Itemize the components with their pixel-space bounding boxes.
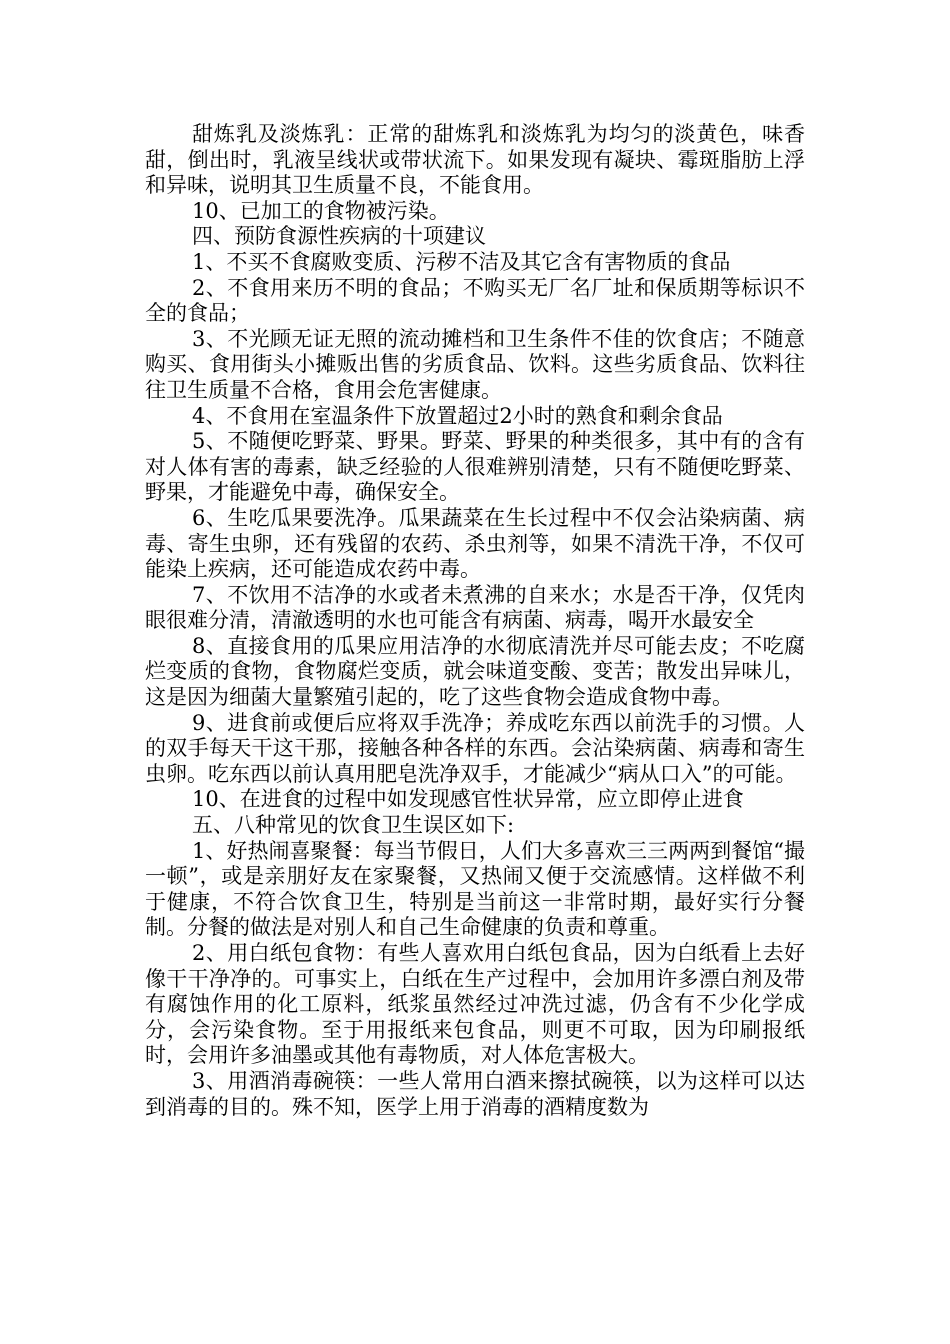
advice-item-9: 9、进食前或便后应将双手洗净；养成吃东西以前洗手的习惯。人的双手每天干这干那，接触各种各样的东西。会沾染病菌、病毒和寄生虫卵。吃东西以前认真用肥皂洗净双手，才能减少“病从口入”的可能。 bbox=[145, 710, 805, 786]
paragraph-contaminated-food: 10、已加工的食物被污染。 bbox=[192, 198, 450, 223]
paragraph-condensed-milk: 甜炼乳及淡炼乳：正常的甜炼乳和淡炼乳为均匀的淡黄色，味香甜，倒出时，乳液呈线状或带状流下。如果发现有凝块、霉斑脂肪上浮和异味，说明其卫生质量不良，不能食用。 bbox=[145, 122, 805, 198]
advice-item-10: 10、在进食的过程中如发现感官性状异常，应立即停止进食 bbox=[192, 787, 744, 812]
section-heading-four: 四、预防食源性疾病的十项建议 bbox=[192, 224, 486, 249]
misconception-item-2: 2、用白纸包食物：有些人喜欢用白纸包食品，因为白纸看上去好像干干净净的。可事实上，白纸在生产过程中，会加用许多漂白剂及带有腐蚀作用的化工原料，纸浆虽然经过冲洗过滤，仍含有不少化学成分，会污染食物。至于用报纸来包食品，则更不可取，因为印刷报纸时，会用许多油墨或其他有毒物质，对人体危害极大。 bbox=[145, 941, 805, 1068]
advice-item-1: 1、不买不食腐败变质、污秽不洁及其它含有害物质的食品 bbox=[192, 249, 731, 274]
advice-item-8: 8、直接食用的瓜果应用洁净的水彻底清洗并尽可能去皮；不吃腐烂变质的食物，食物腐烂变质，就会味道变酸、变苦；散发出异味儿，这是因为细菌大量繁殖引起的，吃了这些食物会造成食物中毒。 bbox=[145, 633, 805, 710]
document-body bbox=[145, 122, 805, 1120]
advice-item-5: 5、不随便吃野菜、野果。野菜、野果的种类很多，其中有的含有对人体有害的毒素，缺乏经验的人很难辨别清楚，只有不随便吃野菜、野果，才能避免中毒，确保安全。 bbox=[145, 429, 805, 505]
misconception-item-3: 3、用酒消毒碗筷：一些人常用白酒来擦拭碗筷，以为这样可以达到消毒的目的。殊不知，医学上用于消毒的酒精度数为 bbox=[145, 1068, 805, 1119]
advice-item-6: 6、生吃瓜果要洗净。瓜果蔬菜在生长过程中不仅会沾染病菌、病毒、寄生虫卵，还有残留的农药、杀虫剂等，如果不清洗干净，不仅可能染上疾病，还可能造成农药中毒。 bbox=[145, 505, 805, 582]
advice-item-2: 2、不食用来历不明的食品；不购买无厂名厂址和保质期等标识不全的食品； bbox=[145, 275, 805, 326]
advice-item-4: 4、不食用在室温条件下放置超过2小时的熟食和剩余食品 bbox=[192, 403, 723, 428]
misconception-item-1: 1、好热闹喜聚餐：每当节假日，人们大多喜欢三三两两到餐馆“撮一顿”，或是亲朋好友在家聚餐，又热闹又便于交流感情。这样做不利于健康，不符合饮食卫生，特别是当前这一非常时期，最好实行分餐制。分餐的做法是对别人和自己生命健康的负责和尊重。 bbox=[145, 838, 805, 940]
advice-item-7: 7、不饮用不洁净的水或者未煮沸的自来水；水是否干净，仅凭肉眼很难分清，清澈透明的水也可能含有病菌、病毒，喝开水最安全 bbox=[145, 582, 805, 633]
section-heading-five: 五、八种常见的饮食卫生误区如下: bbox=[192, 813, 515, 838]
advice-item-3: 3、不光顾无证无照的流动摊档和卫生条件不佳的饮食店；不随意购买、食用街头小摊贩出售的劣质食品、饮料。这些劣质食品、饮料往往卫生质量不合格，食用会危害健康。 bbox=[145, 326, 805, 402]
